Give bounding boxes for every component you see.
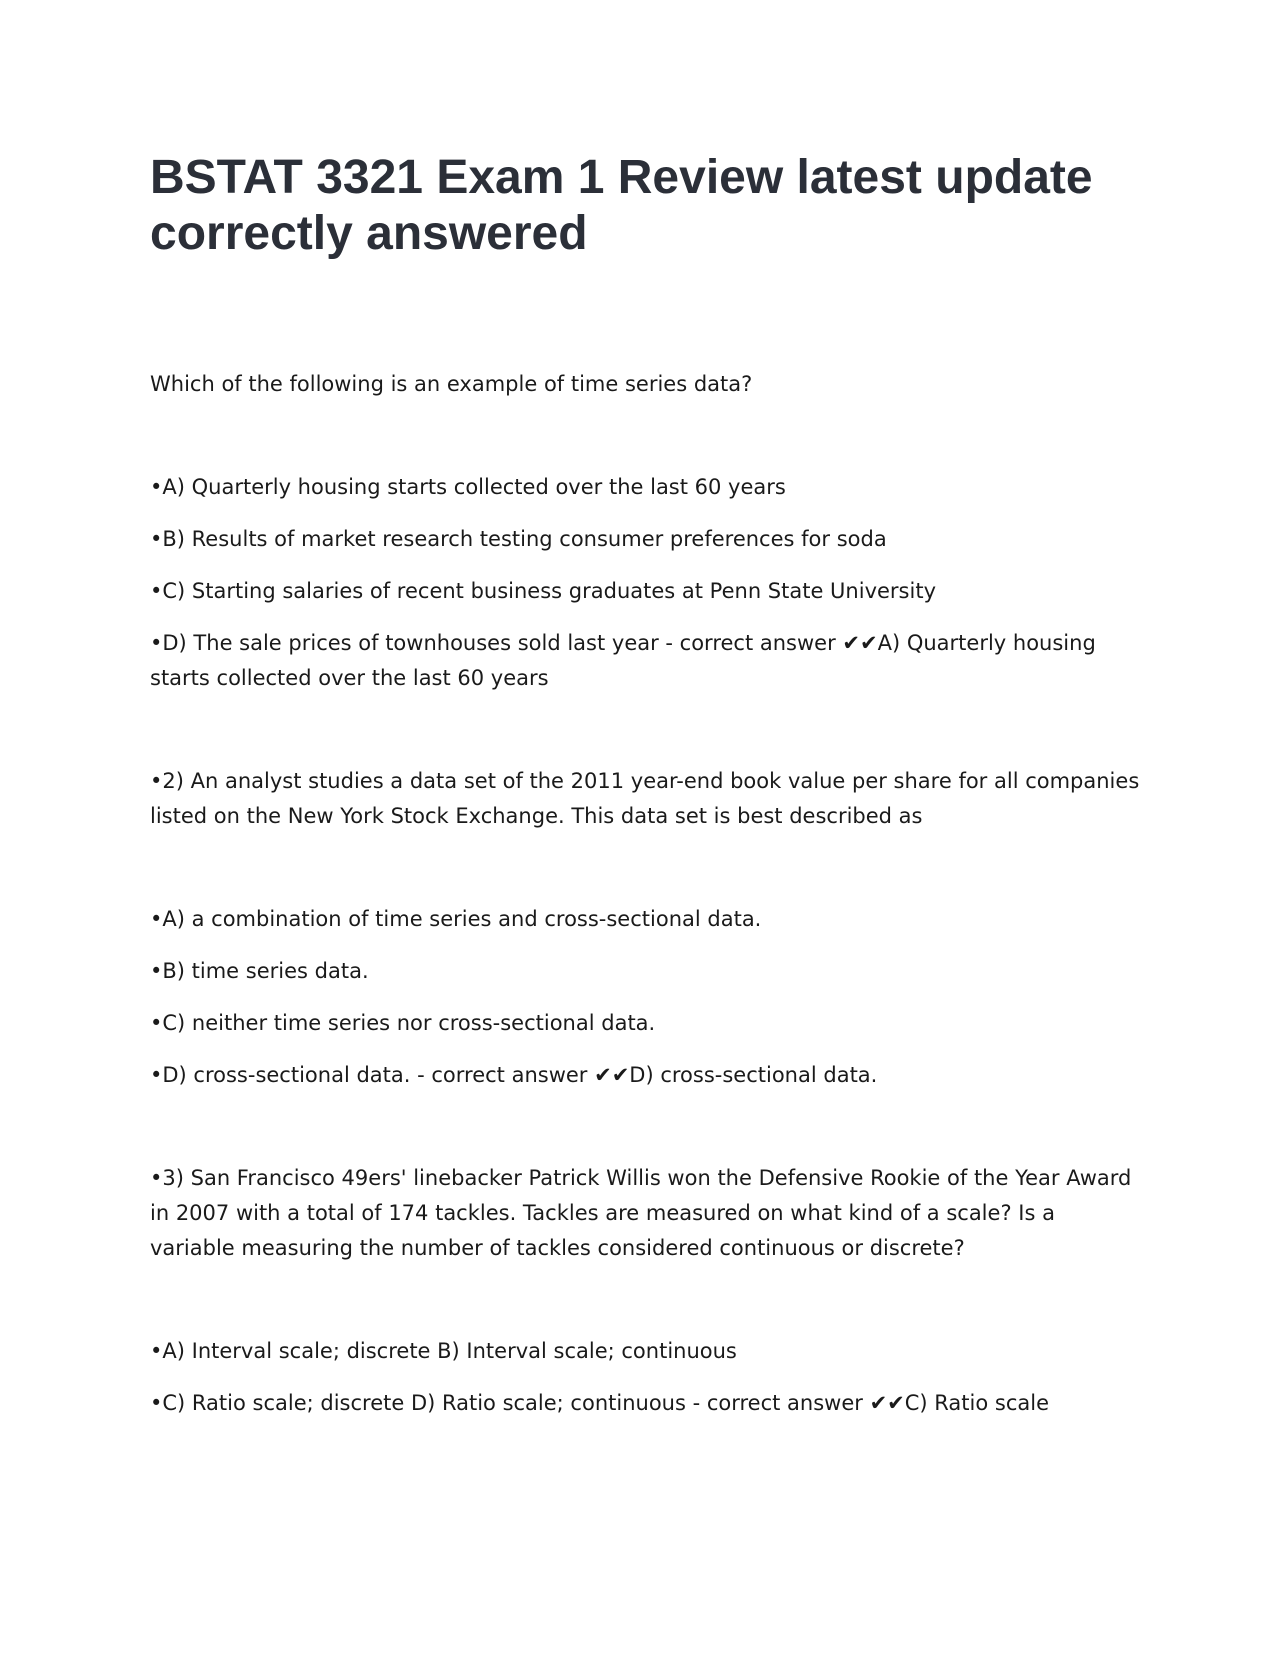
question-2-option-b: •B) time series data. [150, 959, 369, 983]
question-1-option-d: •D) The sale prices of townhouses sold last year - correct answer ✔✔A) Quarterly housing starts collected over the last 60 years [150, 631, 1096, 690]
question-3-options [150, 1334, 1140, 1421]
question-3-prompt: •3) San Francisco 49ers' linebacker Patrick Willis won the Defensive Rookie of the Year Award in 2007 with a total of 174 tackles. Tackles are measured on what kind of a scale? Is a variable measuring the number of tackles considered continuous or discrete? [150, 1166, 1132, 1260]
question-2-options [150, 902, 1140, 1093]
question-2-prompt: •2) An analyst studies a data set of the 2011 year-end book value per share for all companies listed on the New York Stock Exchange. This data set is best described as [150, 769, 1140, 828]
question-1-prompt: Which of the following is an example of time series data? [150, 372, 753, 396]
question-1-options [150, 470, 1140, 696]
question-2-option-a: •A) a combination of time series and cross-sectional data. [150, 907, 762, 931]
question-2-option-d: •D) cross-sectional data. - correct answer ✔✔D) cross-sectional data. [150, 1063, 878, 1087]
question-2-option-c: •C) neither time series nor cross-sectional data. [150, 1011, 656, 1035]
question-3-option-a-b: •A) Interval scale; discrete B) Interval scale; continuous [150, 1339, 737, 1363]
question-1-option-c: •C) Starting salaries of recent business graduates at Penn State University [150, 579, 936, 603]
document-title: BSTAT 3321 Exam 1 Review latest update correctly answered [150, 151, 1093, 260]
question-1-option-b: •B) Results of market research testing consumer preferences for soda [150, 527, 887, 551]
document-page [150, 150, 1140, 1421]
question-1-option-a: •A) Quarterly housing starts collected over the last 60 years [150, 475, 786, 499]
question-3-option-c-d: •C) Ratio scale; discrete D) Ratio scale; continuous - correct answer ✔✔C) Ratio scale [150, 1391, 1050, 1415]
